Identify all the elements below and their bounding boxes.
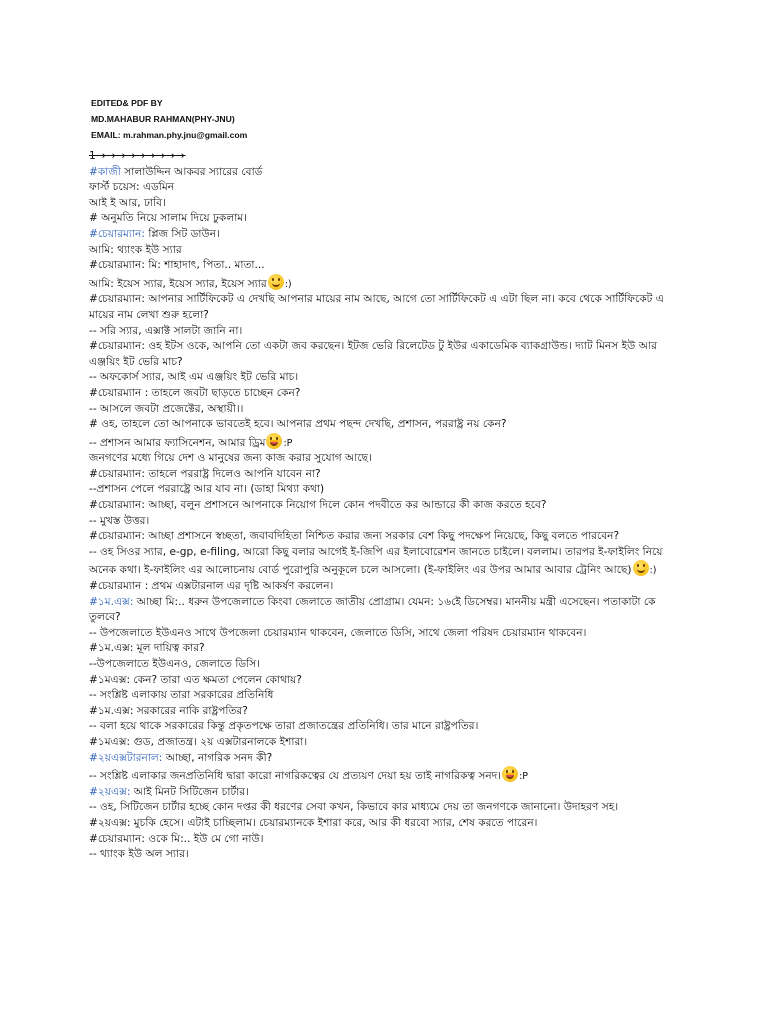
transcript-line — [89, 165, 689, 181]
transcript-line — [89, 386, 689, 402]
smile-emoji-icon — [633, 560, 649, 576]
transcript-line — [89, 847, 689, 863]
document-header — [91, 95, 247, 143]
transcript-line — [89, 227, 689, 243]
transcript-line — [89, 402, 689, 418]
line-text: #১ম.এক্স: মূল দায়িত্ব কার? — [89, 642, 205, 655]
line-text: --উপজেলাতে ইউএনও, জেলাতে ডিসি। — [89, 658, 260, 670]
transcript-line — [89, 274, 689, 293]
transcript-line — [89, 816, 689, 832]
line-text: #চেয়ারম্যান: আচ্ছা প্রশাসনে স্বচ্ছতা, জবাবদিহিতা নিশ্চিত করার জন্য সরকার বেশ কিছু পদক্ষেপ নিয়েছে, কিছু বলতে পারবেন? — [89, 530, 620, 543]
transcript-line — [89, 433, 689, 452]
transcript-line — [89, 785, 689, 801]
line-text: -- থ্যাংক ইউ অল স্যার। — [89, 848, 189, 861]
line-text: #২য়এক্স: মুচকি হেসে। এটাই চাচ্ছিলাম। চেয়ারম্যানকে ইশারা করে, আর কী ধরবো স্যার, শেষ করতে পারেন। — [89, 816, 538, 829]
transcript-line — [89, 324, 689, 340]
line-text: #চেয়ারম্যান: ওকে মি:.. ইউ মে গো নাউ। — [89, 832, 264, 845]
tongue-emoji-icon — [502, 766, 518, 782]
line-text: -- সরি স্যার, এক্সাক্ট সালটা জানি না। — [89, 324, 243, 337]
line-text: -- আসলে জবটা প্রজেক্টের, অস্থায়ী।। — [89, 402, 244, 415]
transcript-line — [89, 339, 689, 370]
transcript-line — [89, 529, 689, 545]
transcript-line — [89, 735, 689, 751]
line-text: #চেয়ারম্যান: আচ্ছা, বলুন প্রশাসনে আপনাকে নিয়োগ দিলে কোন পদবীতে কর আন্ডারে কী কাজ করতে হবে? — [89, 499, 547, 512]
line-text: :P — [519, 771, 529, 783]
line-text: #চেয়ারম্যান: তাহলে পররাষ্ট্র দিলেও আপনি যাবেন না? — [89, 467, 321, 480]
transcript-line — [89, 370, 689, 386]
author-name: MD.MAHABUR RAHMAN(PHY-JNU) — [91, 114, 235, 124]
line-text: #চেয়ারম্যান: ওহ ইটস ওকে, আপনি তো একটা জব করছেন। ইটজ ভেরি রিলেটেড টু ইউর একাডেমিক ব্যাকগ্রাউন্ড। দ্যাট মিনস ইউ আর এঞ্জয়িং ইট ভেরি মাচ? — [89, 340, 657, 368]
line-text: -- মুখস্ত উত্তর। — [89, 514, 150, 527]
line-text: আমি: থ্যাংক ইউ স্যার — [89, 243, 182, 256]
transcript-line — [89, 719, 689, 735]
transcript-line — [89, 498, 689, 514]
transcript-line — [89, 467, 689, 483]
transcript-line — [89, 766, 689, 785]
line-text: -- বলা হয়ে থাকে সরকারের কিন্তু প্রকৃতপক্ষে তারা প্রজাতন্ত্রের প্রতিনিধি। তার মানে রাষ্ট্রপতির। — [89, 720, 479, 733]
speaker-tag: #কাজী — [89, 165, 121, 178]
transcript-line — [89, 751, 689, 767]
line-text: # ওহ, তাহলে তো আপনাকে ভাবতেই হবে। আপনার প্রথম পছন্দ দেখছি, প্রশাসন, পররাষ্ট্র নয় কেন? — [89, 418, 507, 431]
interview-transcript — [89, 149, 689, 863]
transcript-line — [89, 482, 689, 498]
line-text: :) — [284, 278, 292, 290]
edited-by-label: EDITED& PDF BY — [91, 98, 163, 108]
line-text: আই মিনট সিটিজেন চার্টার। — [130, 785, 249, 798]
transcript-line — [89, 211, 689, 227]
transcript-line — [89, 451, 689, 467]
transcript-line — [89, 180, 689, 196]
line-text: :) — [649, 565, 657, 577]
transcript-line — [89, 595, 689, 626]
transcript-line — [89, 417, 689, 433]
transcript-line — [89, 149, 689, 165]
transcript-line — [89, 545, 689, 579]
speaker-tag: #চেয়ারম্যান: — [89, 227, 145, 240]
transcript-line — [89, 704, 689, 720]
line-text: #চেয়ারম্যান : প্রথম এক্সটারনাল এর দৃষ্টি আকর্ষণ করলেন। — [89, 580, 334, 593]
line-text: -- ওহ সিওর স্যার, e-gp, e-filing, আরো কিছু বলার আগেই ই-জিপি এর ইলাবোরেশন জানতে চাইলে। বললাম। তারপর ই-ফাইলিং নিয়ে অনেক কথা। ই-ফাইলিং এর আলোচনায় বোর্ড পুরোপুরি অনুকূলে চলে আসলো। (ই-ফাইলিং এর উপর আমার আবার ট্রেনিং আছে) — [89, 545, 663, 577]
line-text: -- উপজেলাতে ইউএনও সাথে উপজেলা চেয়ারম্যান থাকবেন, জেলাতে ডিসি, সাথে জেলা পরিষদ চেয়ারম্যান থাকবেন। — [89, 626, 587, 639]
line-text: #চেয়ারম্যান: আপনার সার্টিফিকেট এ দেখছি আপনার মায়ের নাম আছে, আগে তো সার্টিফিকেট এ এটা ছিল না। কবে থেকে সার্টিফিকেট এ মায়ের নাম লেখা শুরু হলো? — [89, 293, 664, 321]
line-text: #১মএক্স: কেন? তারা এত ক্ষমতা পেলেন কোথায়? — [89, 673, 302, 686]
transcript-line — [89, 832, 689, 848]
line-text: আমি: ইয়েস স্যার, ইয়েস স্যার, ইয়েস স্যার — [89, 277, 267, 290]
transcript-line — [89, 688, 689, 704]
line-text: আচ্ছা মি:.. ধরুন উপজেলাতে কিংবা জেলাতে জাতীয় প্রোগ্রাম। যেমন: ১৬ইে ডিসেম্বর। মাননীয় মন্ত্রী এসেছেন। পতাকাটা কে তুলবে? — [89, 595, 656, 624]
line-text: আই ই আর, ঢাবি। — [89, 196, 166, 209]
transcript-line — [89, 292, 689, 323]
line-text: 1→→→→→→→→→ — [89, 150, 186, 162]
speaker-tag: #২য়এক্স: — [89, 785, 131, 798]
line-text: -- ওহ, সিটিজেন চার্টার হচ্ছে কোন দপ্তর কী ধরণের সেবা কখন, কিভাবে কার মাধ্যমে দেয় তা জনগণকে জানানো। উদাহরণ সহ। — [89, 801, 619, 814]
line-text: #১মএক্স: গুড, প্রজাতন্ত্র। ২য় এক্সটারনালকে ইশারা। — [89, 735, 308, 748]
line-text: #চেয়ারম্যান: মি: শাহাদাৎ, পিতা.. মাতা... — [89, 259, 265, 272]
transcript-line — [89, 673, 689, 689]
line-text: --প্রশাসন পেলে পররাষ্ট্রে আর যাব না। (ডাহা মিথ্যা কথা) — [89, 483, 325, 496]
line-text: -- প্রশাসন আমার ফ্যাসিনেশন, আমার ড্রিম — [89, 436, 266, 449]
transcript-line — [89, 258, 689, 274]
line-text: ফার্স্ট চয়েস: এডমিন — [89, 181, 175, 194]
transcript-line — [89, 579, 689, 595]
transcript-line — [89, 196, 689, 212]
transcript-line — [89, 641, 689, 657]
line-text: -- সংশ্লিষ্ট এলাকায় তারা সরকারের প্রতিনিধি — [89, 689, 274, 702]
line-text: আচ্ছা, নাগরিক সনদ কী? — [162, 751, 273, 764]
tongue-emoji-icon — [266, 433, 282, 449]
transcript-line — [89, 626, 689, 642]
transcript-line — [89, 514, 689, 530]
line-text: #১ম.এক্স: সরকারের নাকি রাষ্ট্রপতির? — [89, 704, 248, 717]
smile-emoji-icon — [268, 274, 284, 290]
line-text: -- সংশ্লিষ্ট এলাকার জনপ্রতিনিধি দ্বারা কারো নাগরিকত্বের যে প্রত্যয়ণ দেয়া হয় তাই নাগরিকত্ব সনদ। — [89, 770, 502, 783]
speaker-tag: #১ম.এক্স: — [89, 595, 134, 608]
line-text: প্লিজ সিট ডাউন। — [144, 227, 220, 240]
line-text: সালাউদ্দিন আকবর স্যারের বোর্ড — [120, 165, 263, 178]
line-text: জনগণের মধ্যে গিয়ে দেশ ও মানুষের জন্য কাজ করার সুযোগ আছে। — [89, 452, 372, 465]
line-text: #চেয়ারম্যান : তাহলে জবটা ছাড়তে চাচ্ছেন কেন? — [89, 386, 301, 399]
transcript-line — [89, 800, 689, 816]
line-text: -- অফকোর্স স্যার, আই এম এঞ্জয়িং ইট ভেরি মাচ। — [89, 371, 299, 384]
speaker-tag: #২য়এক্সটারনাল: — [89, 751, 163, 764]
transcript-line — [89, 243, 689, 259]
transcript-line — [89, 657, 689, 673]
line-text: :P — [283, 437, 293, 449]
line-text: # অনুমতি নিয়ে সালাম দিয়ে ঢুকলাম। — [89, 212, 247, 225]
author-email: EMAIL: m.rahman.phy.jnu@gmail.com — [91, 130, 248, 140]
